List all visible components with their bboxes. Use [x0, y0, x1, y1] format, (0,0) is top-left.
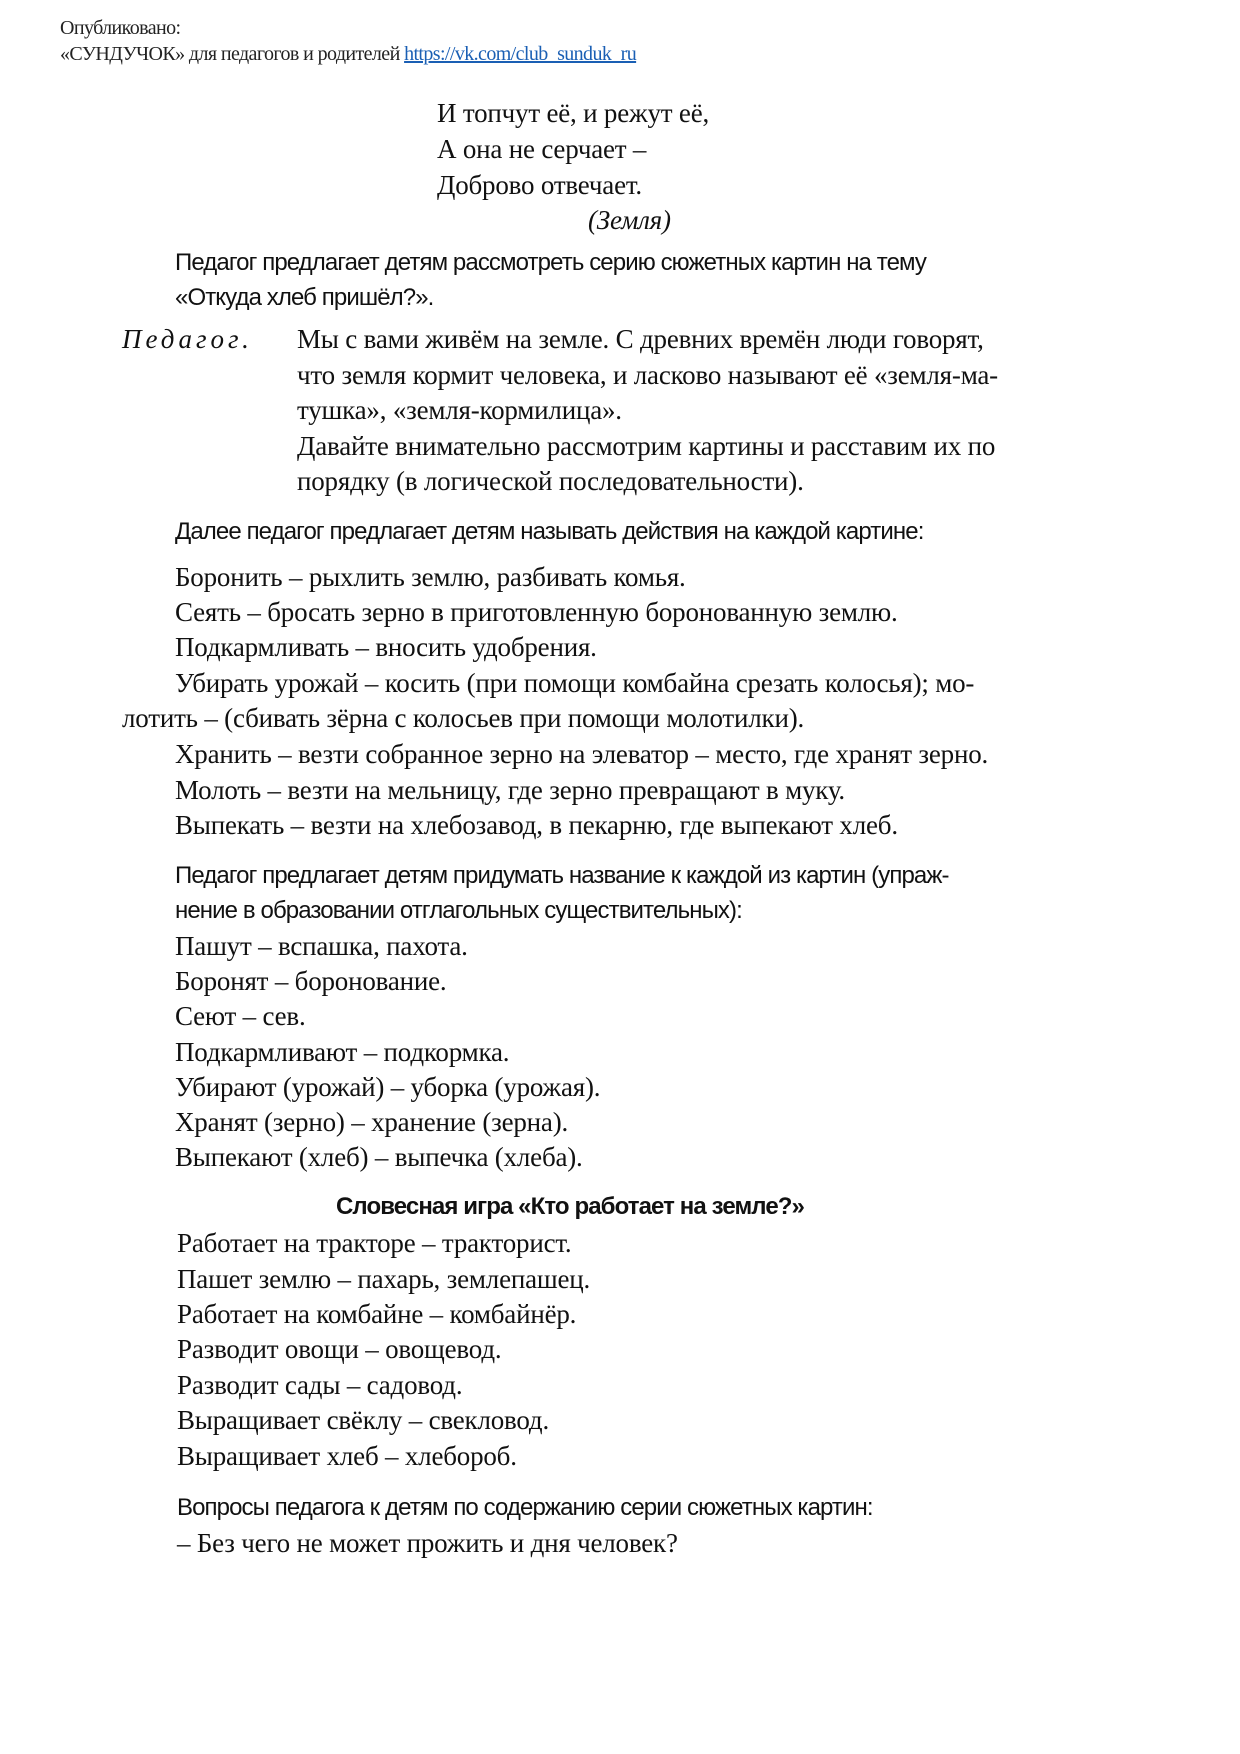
name-line: Подкармливают – подкормка. [175, 1037, 510, 1067]
teacher-line: Давайте внимательно рассмотрим картины и расставим их по [297, 431, 996, 461]
published-label: Опубликовано: [60, 17, 181, 39]
name-line: Пашут – вспашка, пахота. [175, 931, 468, 961]
action-line: Выпекать – везти на хлебозавод, в пекарню, где выпекают хлеб. [175, 810, 898, 840]
game-line: Разводит сады – садовод. [177, 1370, 463, 1400]
intro-line: Педагог предлагает детям рассмотреть серию сюжетных картин на тему [175, 249, 926, 276]
action-line: Молоть – везти на мельницу, где зерно превращают в муку. [175, 775, 845, 805]
name-line: Выпекают (хлеб) – выпечка (хлеба). [175, 1142, 583, 1172]
actions-intro: Далее педагог предлагает детям называть действия на каждой картине: [175, 518, 924, 545]
game-line: Выращивает свёклу – свекловод. [177, 1405, 550, 1435]
game-line: Работает на комбайне – комбайнёр. [177, 1299, 577, 1329]
name-line: Убирают (урожай) – уборка (урожая). [175, 1072, 601, 1102]
teacher-line: что земля кормит человека, и ласково называют её «земля-ма- [297, 360, 998, 390]
poem-line: Доброво отвечает. [437, 170, 642, 200]
source-name: «СУНДУЧОК» для педагогов и родителей [60, 43, 400, 65]
question-line: – Без чего не может прожить и дня человек? [177, 1528, 678, 1558]
poem-line: А она не серчает – [437, 134, 647, 164]
teacher-line: порядку (в логической последовательности). [297, 466, 804, 496]
riddle-answer: (Земля) [588, 205, 671, 235]
questions-intro: Вопросы педагога к детям по содержанию серии сюжетных картин: [177, 1494, 873, 1521]
speaker-label: Педагог. [122, 324, 253, 354]
name-line: Сеют – сев. [175, 1001, 306, 1031]
game-line: Работает на тракторе – тракторист. [177, 1228, 572, 1258]
source-line [60, 44, 636, 64]
names-intro-line: Педагог предлагает детям придумать название к каждой из картин (упраж- [175, 862, 949, 889]
teacher-line: Мы с вами живём на земле. С древних времён люди говорят, [297, 324, 984, 354]
source-link[interactable]: https://vk.com/club_sunduk_ru [404, 43, 637, 65]
poem-line: И топчут её, и режут её, [437, 98, 710, 128]
name-line: Хранят (зерно) – хранение (зерна). [175, 1107, 569, 1137]
names-intro-line: нение в образовании отглагольных существительных): [175, 897, 742, 924]
action-line: Убирать урожай – косить (при помощи комбайна срезать колосья); мо- [175, 668, 975, 698]
name-line: Боронят – боронование. [175, 966, 447, 996]
action-line: Боронить – рыхлить землю, разбивать комья. [175, 562, 686, 592]
intro-line: «Откуда хлеб пришёл?». [175, 284, 434, 311]
game-line: Пашет землю – пахарь, землепашец. [177, 1264, 591, 1294]
action-line: лотить – (сбивать зёрна с колосьев при помощи молотилки). [122, 703, 805, 733]
teacher-line: тушка», «земля-кормилица». [297, 395, 622, 425]
game-line: Выращивает хлеб – хлебороб. [177, 1441, 517, 1471]
action-line: Хранить – везти собранное зерно на элеватор – место, где хранят зерно. [175, 739, 989, 769]
action-line: Подкармливать – вносить удобрения. [175, 632, 597, 662]
game-line: Разводит овощи – овощевод. [177, 1334, 502, 1364]
action-line: Сеять – бросать зерно в приготовленную боронованную землю. [175, 597, 898, 627]
game-title: Словесная игра «Кто работает на земле?» [336, 1193, 804, 1220]
